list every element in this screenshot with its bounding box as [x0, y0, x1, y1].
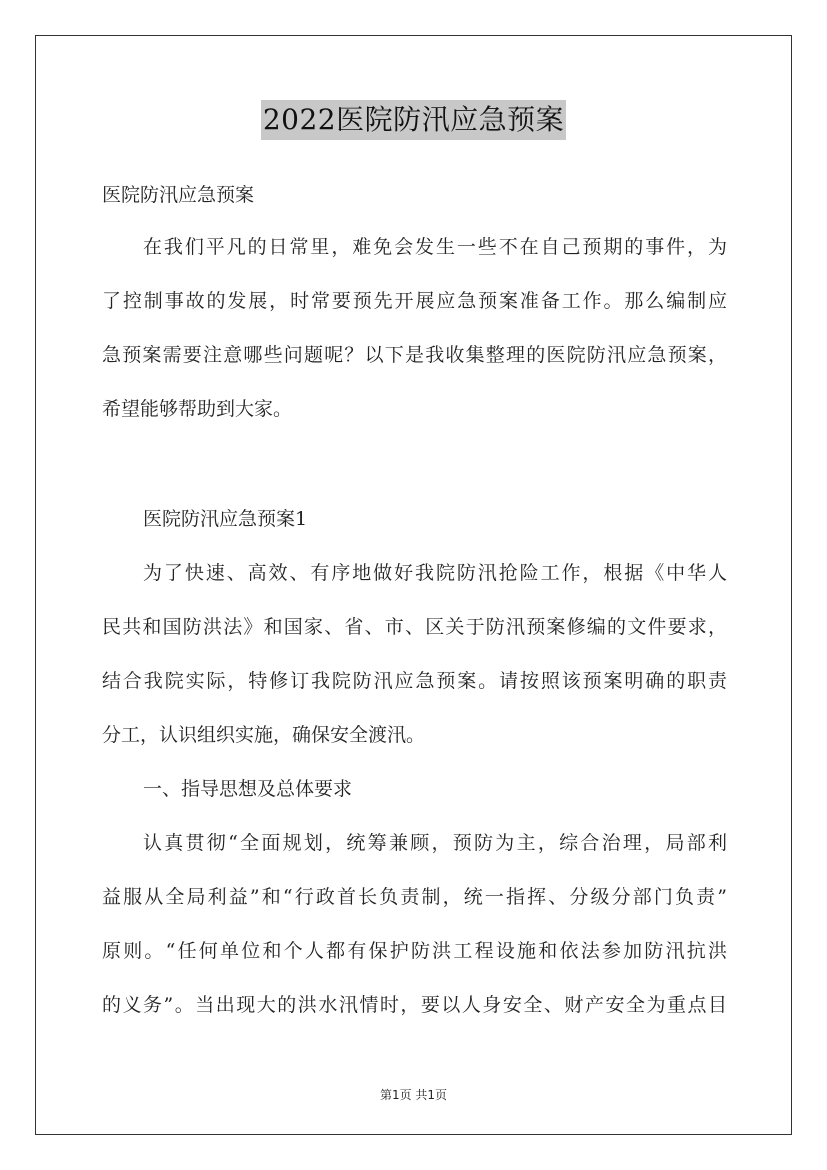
paragraph-line: 认真贯彻“全面规划，统筹兼顾，预防为主，综合治理，局部利	[143, 832, 727, 854]
paragraph-line: 结合我院实际，特修订我院防汛应急预案。请按照该预案明确的职责	[102, 670, 727, 692]
paragraph-line: 民共和国防洪法》和国家、省、市、区关于防汛预案修编的文件要求，	[102, 616, 727, 638]
title-wrap	[0, 100, 827, 140]
intro-line: 在我们平凡的日常里，难免会发生一些不在自己预期的事件，为	[143, 236, 727, 258]
section-heading: 一、指导思想及总体要求	[143, 778, 353, 800]
paragraph-line: 分工，认识组织实施，确保安全渡汛。	[102, 724, 426, 746]
document-title: 2022医院防汛应急预案	[261, 100, 566, 140]
paragraph-line: 为了快速、高效、有序地做好我院防汛抢险工作，根据《中华人	[143, 562, 727, 584]
paragraph-line: 原则。“任何单位和个人都有保护防洪工程设施和依法参加防汛抗洪	[102, 940, 727, 962]
paragraph-line: 益服从全局利益”和“行政首长负责制，统一指挥、分级分部门负责”	[102, 886, 727, 908]
intro-line: 了控制事故的发展，时常要预先开展应急预案准备工作。那么编制应	[102, 290, 727, 312]
intro-line: 希望能够帮助到大家。	[102, 398, 293, 420]
paragraph-line: 的义务”。当出现大的洪水汛情时，要以人身安全、财产安全为重点目	[102, 994, 727, 1016]
document-body	[102, 176, 727, 1024]
section-title: 医院防汛应急预案1	[143, 508, 308, 530]
intro-line: 急预案需要注意哪些问题呢？以下是我收集整理的医院防汛应急预案，	[102, 344, 727, 366]
document-subtitle: 医院防汛应急预案	[102, 184, 255, 206]
page-footer: 第1页 共1页	[379, 1088, 448, 1102]
